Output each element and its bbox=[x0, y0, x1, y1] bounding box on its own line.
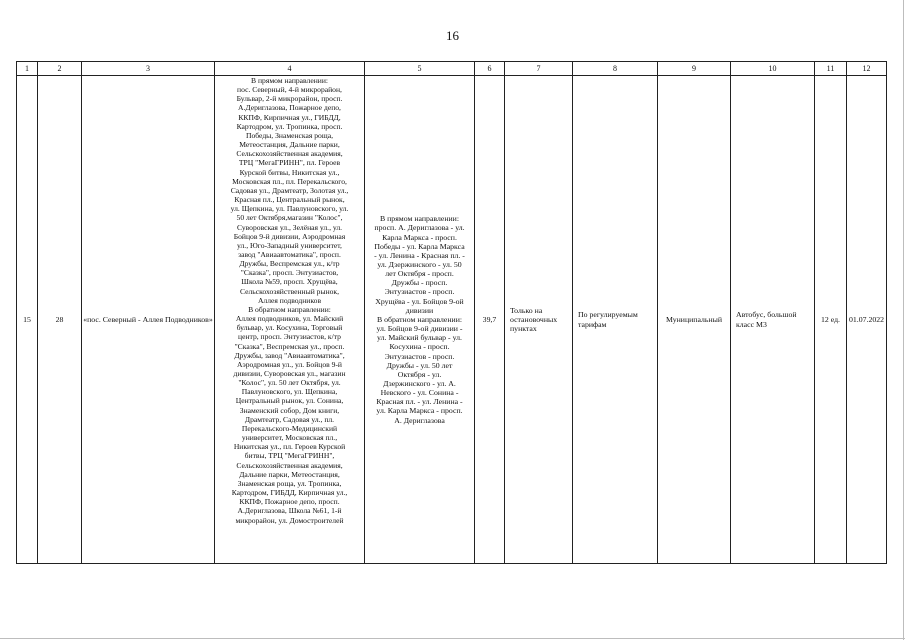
column-number: 10 bbox=[731, 62, 815, 76]
column-number: 4 bbox=[215, 62, 365, 76]
streets-line: Дружбы - просп. bbox=[391, 278, 448, 288]
stops-line: Аллея подводников bbox=[257, 295, 322, 305]
streets-line: Хрущёва - ул. Бойцов 9-ой bbox=[375, 296, 464, 306]
stops-line: битвы, ТРЦ "МегаГРИНН", bbox=[244, 451, 335, 461]
stops-line: Сельскохозяйственная академия, bbox=[236, 460, 343, 470]
streets-line: Энтузиастов - просп. bbox=[384, 351, 455, 361]
stops-line: А.Дериглазова, Пожарное депо, bbox=[238, 103, 341, 113]
column-number: 12 bbox=[847, 62, 887, 76]
stops-line: Дружбы, завод "Авиаавтоматика", bbox=[234, 350, 345, 360]
table-row bbox=[17, 76, 887, 564]
streets-line: ул. Бойцов 9-ой дивизии - bbox=[376, 324, 463, 334]
column-number: 11 bbox=[815, 62, 847, 76]
route-name: «пос. Северный - Аллея Подводников» bbox=[82, 76, 215, 564]
stops-line: В прямом направлении: bbox=[251, 76, 328, 85]
route-streets-list bbox=[366, 214, 473, 425]
streets-line: дивизии bbox=[405, 305, 434, 315]
stops-line: Суворовская ул., Зелёная ул., ул. bbox=[236, 222, 343, 232]
streets-line: Карла Маркса - просп. bbox=[382, 232, 457, 242]
column-number: 1 bbox=[17, 62, 38, 76]
column-number: 3 bbox=[82, 62, 215, 76]
stops-line: В обратном направлении: bbox=[248, 304, 331, 314]
stops-line: Знаменская роща, ул. Тропинка, bbox=[237, 478, 342, 488]
route-register-table bbox=[16, 61, 887, 564]
stops-line: "Колос", ул. 50 лет Октября, ул. bbox=[238, 378, 341, 388]
stops-line: дивизии, Суворовская ул., магазин bbox=[233, 369, 346, 378]
stops-line: бульвар, ул. Косухина, Торговый bbox=[236, 323, 343, 333]
stops-line: Метеостанция, Дальние парки, bbox=[239, 140, 340, 150]
route-length: 39,7 bbox=[475, 76, 505, 564]
vehicle-type: Автобус, большой класс М3 bbox=[731, 76, 815, 564]
column-number: 9 bbox=[658, 62, 731, 76]
streets-line: Красная пл. - ул. Ленина - bbox=[376, 397, 463, 407]
streets-line: А. Дериглазова bbox=[394, 415, 445, 425]
column-number: 7 bbox=[505, 62, 573, 76]
page-number: 16 bbox=[446, 28, 459, 43]
stops-line: Садовая ул., Драмтеатр, Золотая ул., bbox=[230, 185, 349, 195]
stops-line: Павлуновского, ул. Щепкина, bbox=[241, 387, 338, 397]
stops-line: 50 лет Октября,магазин "Колос", bbox=[236, 213, 343, 223]
stops-line: Бойцов 9-й дивизии, Аэродромная bbox=[233, 231, 346, 241]
streets-line: Дружбы - ул. 50 лет bbox=[386, 360, 453, 370]
stops-line: завод "Авиаавтоматика", просп. bbox=[238, 249, 341, 259]
stops-line: микрорайон, ул. Домостроителей bbox=[235, 515, 344, 525]
streets-line: В прямом направлении: bbox=[379, 214, 460, 224]
stops-line: А.Дериглазова, Школа №61, 1-й bbox=[237, 506, 342, 516]
stops-line: Знаменский собор, Дом книги, bbox=[239, 405, 340, 415]
stops-line: ККПФ, Кирпичная ул., ГИБДД, bbox=[238, 112, 341, 122]
stops-line: "Сказка", просп. Энтузиастов, bbox=[240, 268, 339, 278]
start-date: 01.07.2022 bbox=[847, 76, 887, 564]
column-number: 8 bbox=[573, 62, 658, 76]
stops-line: Дружбы, Веспремская ул., к/тр bbox=[239, 259, 340, 269]
stops-line: Никитская ул., пл. Героев Курской bbox=[233, 442, 346, 452]
stops-line: ул., Юго-Западный университет, bbox=[237, 240, 342, 250]
streets-line: лет Октября - просп. bbox=[385, 269, 454, 279]
stops-line: "Сказка", Веспремская ул., просп. bbox=[234, 341, 345, 351]
streets-line: Победы - ул. Карла Маркса bbox=[374, 241, 465, 251]
transport-kind: Муниципальный bbox=[658, 76, 731, 564]
stops-line: Курской битвы, Никитская ул., bbox=[239, 167, 340, 177]
stops-line: ККПФ, Пожарное депо, просп. bbox=[239, 497, 340, 507]
stops-line: Сельскохозяйственная академия, bbox=[236, 149, 343, 159]
stops-line: Бульвар, 2-й микрорайон, просп. bbox=[236, 94, 343, 104]
stops-line: центр, просп. Энтузиастов, к/тр bbox=[238, 332, 341, 342]
streets-line: Энтузиастов - просп. bbox=[384, 287, 455, 297]
intermediate-stops-list bbox=[216, 76, 363, 525]
column-number-header-row bbox=[17, 62, 887, 76]
scan-edge-line bbox=[903, 0, 904, 640]
streets-line: просп. А. Дериглазова - ул. bbox=[374, 223, 465, 233]
intermediate-stops bbox=[215, 76, 365, 564]
stops-line: Аллея подводников, ул. Майский bbox=[235, 314, 344, 324]
stops-line: пос. Северный, 4-й микрорайон, bbox=[237, 85, 342, 95]
stops-line: Школа №59, просп. Хрущёва, bbox=[241, 277, 338, 287]
streets-line: Октября - ул. bbox=[397, 369, 442, 379]
stops-line: Красная пл., Центральный рынок, bbox=[234, 195, 345, 205]
streets-line: ул. Карла Маркса - просп. bbox=[376, 406, 463, 416]
streets-line: В обратном направлении: bbox=[376, 314, 463, 324]
route-number: 28 bbox=[38, 76, 82, 564]
route-streets bbox=[365, 76, 475, 564]
streets-line: Косухина - просп. bbox=[389, 342, 450, 352]
stops-line: Центральный рынок, ул. Сонина, bbox=[235, 396, 344, 406]
streets-line: ул. Майский бульвар - ул. bbox=[377, 333, 462, 343]
stops-line: Картодром, ГИБДД, Кирпичная ул., bbox=[231, 488, 348, 498]
stops-line: университет, Московская пл., bbox=[241, 433, 338, 443]
streets-line: ул. Дзержинского - ул. 50 bbox=[377, 259, 462, 269]
streets-line: - ул. Ленина - Красная пл. - bbox=[374, 250, 465, 260]
scan-edge-line bbox=[0, 638, 905, 639]
stops-line: ул. Щепкина, ул. Павлуновского, ул. bbox=[230, 204, 349, 214]
stops-line: ТРЦ "МегаГРИНН", пл. Героев bbox=[238, 158, 341, 168]
stops-line: Картодром, ул. Тропинка, просп. bbox=[236, 121, 343, 131]
stops-line: Сельскохозяйственный рынок, bbox=[239, 286, 340, 296]
vehicle-count: 12 ед. bbox=[815, 76, 847, 564]
column-number: 5 bbox=[365, 62, 475, 76]
stops-line: Дальние парки, Метеостанция, bbox=[239, 469, 340, 479]
stops-line: Аэродромная ул., ул. Бойцов 9-й bbox=[236, 359, 342, 369]
tariff-type: По регулируемым тарифам bbox=[573, 76, 658, 564]
column-number: 2 bbox=[38, 62, 82, 76]
stops-line: Московская пл., пл. Перекальского, bbox=[232, 176, 347, 186]
streets-line: Дзержинского - ул. А. bbox=[383, 379, 456, 389]
stops-line: Перекальского-Медицинский bbox=[241, 423, 338, 433]
stops-line: Победы, Знаменская роща, bbox=[246, 130, 333, 140]
column-number: 6 bbox=[475, 62, 505, 76]
row-number: 15 bbox=[17, 76, 38, 564]
streets-line: Невского - ул. Сонина - bbox=[380, 388, 459, 398]
stop-mode: Только на остановочных пунктах bbox=[505, 76, 573, 564]
stops-line: Драмтеатр, Садовая ул., пл. bbox=[244, 414, 335, 424]
